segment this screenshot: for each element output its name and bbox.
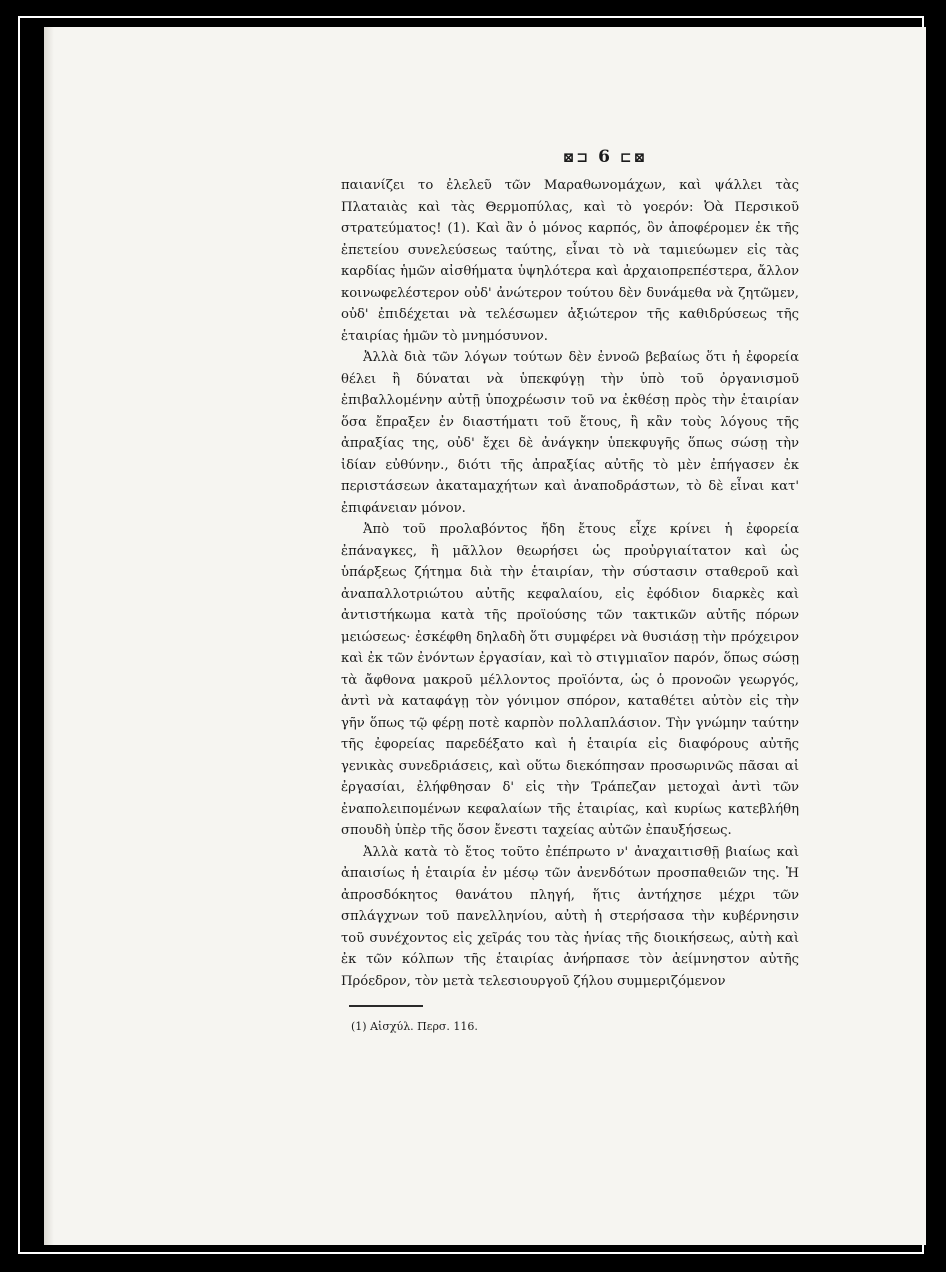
text-block bbox=[341, 147, 799, 1035]
footnote-rule bbox=[349, 1005, 423, 1007]
ornament-right-icon: ⊏⊠ bbox=[619, 150, 648, 166]
page-edge-shadow bbox=[44, 27, 54, 1245]
paragraph-4: Ἀλλὰ κατὰ τὸ ἔτος τοῦτο ἐπέπρωτο ν' ἀναχαιτισθῇ βιαίως καὶ ἀπαισίως ἡ ἑταιρία ἐν μέσῳ τῶν ἀνενδότων προσπαθειῶν της. Ἡ ἀπροσδόκητος θανάτου πληγή, ἥτις ἀντήχησε μέχρι τῶν σπλάγχνων τοῦ πανελληνίου, αὐτὴ ἡ στερήσασα τὴν κυβέρνησιν τοῦ συνέχοντος εἰς χεῖράς του τὰς ἡνίας τῆς διοικήσεως, αὐτὴ καὶ ἐκ τῶν κόλπων τῆς ἑταιρίας ἀνήρπασε τὸν ἀείμνηστον αὐτῆς Πρόεδρον, τὸν μετὰ τελεσιουργοῦ ζήλου συμμεριζόμενον bbox=[341, 844, 799, 989]
ornament-left-icon: ⊠⊐ bbox=[562, 150, 591, 166]
paragraph-1: παιανίζει το ἐλελεῦ τῶν Μαραθωνομάχων, καὶ ψάλλει τὰς Πλαταιὰς καὶ τὰς Θερμοπύλας, καὶ τὸ γοερόν: Ὀὰ Περσικοῦ στρατεύματος! (1). Καὶ ἂν ὁ μόνος καρπός, ὃν ἀποφέρομεν ἐκ τῆς ἐπετείου συνελεύσεως ταύτης, εἶναι τὸ νὰ ταμιεύωμεν εἰς τὰς καρδίας ἡμῶν αἰσθήματα ὑψηλότερα καὶ ἀρχαιοπρεπέστερα, ἄλλον κοινωφελέστερον οὐδ' ἀνώτερον τούτου δὲν δυνάμεθα νὰ ζητῶμεν, οὐδ' ἐπιδέχεται νὰ τελέσωμεν ἀξιώτερον τῆς καθιδρύσεως τῆς ἑταιρίας ἡμῶν τὸ μνημόσυνον. bbox=[341, 178, 799, 344]
paragraph-2: Ἀλλὰ διὰ τῶν λόγων τούτων δὲν ἐννοῶ βεβαίως ὅτι ἡ ἐφορεία θέλει ἢ δύναται νὰ ὑπεκφύγῃ τὴν ὑπὸ τοῦ ὀργανισμοῦ ἐπιβαλλομένην αὐτῇ ὑποχρέωσιν τοῦ να ἐκθέσῃ πρὸς τὴν ἑταιρίαν ὅσα ἔπραξεν ἐν διαστήματι τοῦ ἔτους, ἢ κἂν τοὺς λόγους τῆς ἀπραξίας της, οὐδ' ἔχει δὲ ἀνάγκην ὑπεκφυγῆς ὅπως σώσῃ τὴν ἰδίαν εὐθύνην., διότι τῆς ἀπραξίας αὐτῆς τὸ μὲν ἐπήγασεν ἐκ περιστάσεων ἀκαταμαχήτων καὶ ἀναποδράστων, τὸ δὲ εἶναι κατ' ἐπιφάνειαν μόνον. bbox=[341, 350, 799, 516]
footnote: (1) Αἰσχύλ. Περσ. 116. bbox=[351, 1020, 478, 1033]
page-header bbox=[411, 147, 799, 167]
paragraph-3: Ἀπὸ τοῦ προλαβόντος ἤδη ἔτους εἶχε κρίνει ἡ ἐφορεία ἐπάναγκες, ἢ μᾶλλον θεωρήσει ὡς προὐργιαίτατον καὶ ὡς ὑπάρξεως ζήτημα διὰ τὴν ἑταιρίαν, τὴν σύστασιν σταθεροῦ καὶ ἀναπαλλοτριώτου αὐτῆς κεφαλαίου, εἰς ἐφόδιον διαρκὲς καὶ ἀντιστήκωμα κατὰ τῆς προϊούσης τῶν τακτικῶν αὐτῆς πόρων μειώσεως· ἐσκέφθη δηλαδὴ ὅτι συμφέρει νὰ θυσιάσῃ τὴν πρόχειρον καὶ ἐκ τῶν ἐνόντων ἐργασίαν, καὶ τὸ στιγμιαῖον παρόν, ὅπως σώσῃ τὰ ἄφθονα μακροῦ μέλλοντος προϊόντα, ὡς ὁ προνοῶν γεωργός, ἀντὶ νὰ καταφάγῃ τὸν γόνιμον σπόρον, καταθέτει αὐτὸν εἰς τὴν γῆν ὅπως τῷ φέρῃ ποτὲ καρπὸν πολλαπλάσιον. Τὴν γνώμην ταύτην τῆς ἐφορείας παρεδέξατο καὶ ἡ ἑταιρία εἰς διαφόρους αὐτῆς γενικὰς συνεδριάσεις, καὶ οὕτω διεκόπησαν προσωρινῶς πᾶσαι αἱ ἐργασίαι, ἐλήφθησαν δ' εἰς τὴν Τράπεζαν μετοχαὶ ἀντὶ τῶν ἐναπολειπομένων κεφαλαίων τῆς ἑταιρίας, καὶ κυρίως κατεβλήθη σπουδὴ ὑπὲρ τῆς ὅσον ἔνεστι ταχείας αὐτῶν ἐπαυξήσεως. bbox=[341, 522, 799, 838]
page-number: 6 bbox=[598, 147, 612, 167]
